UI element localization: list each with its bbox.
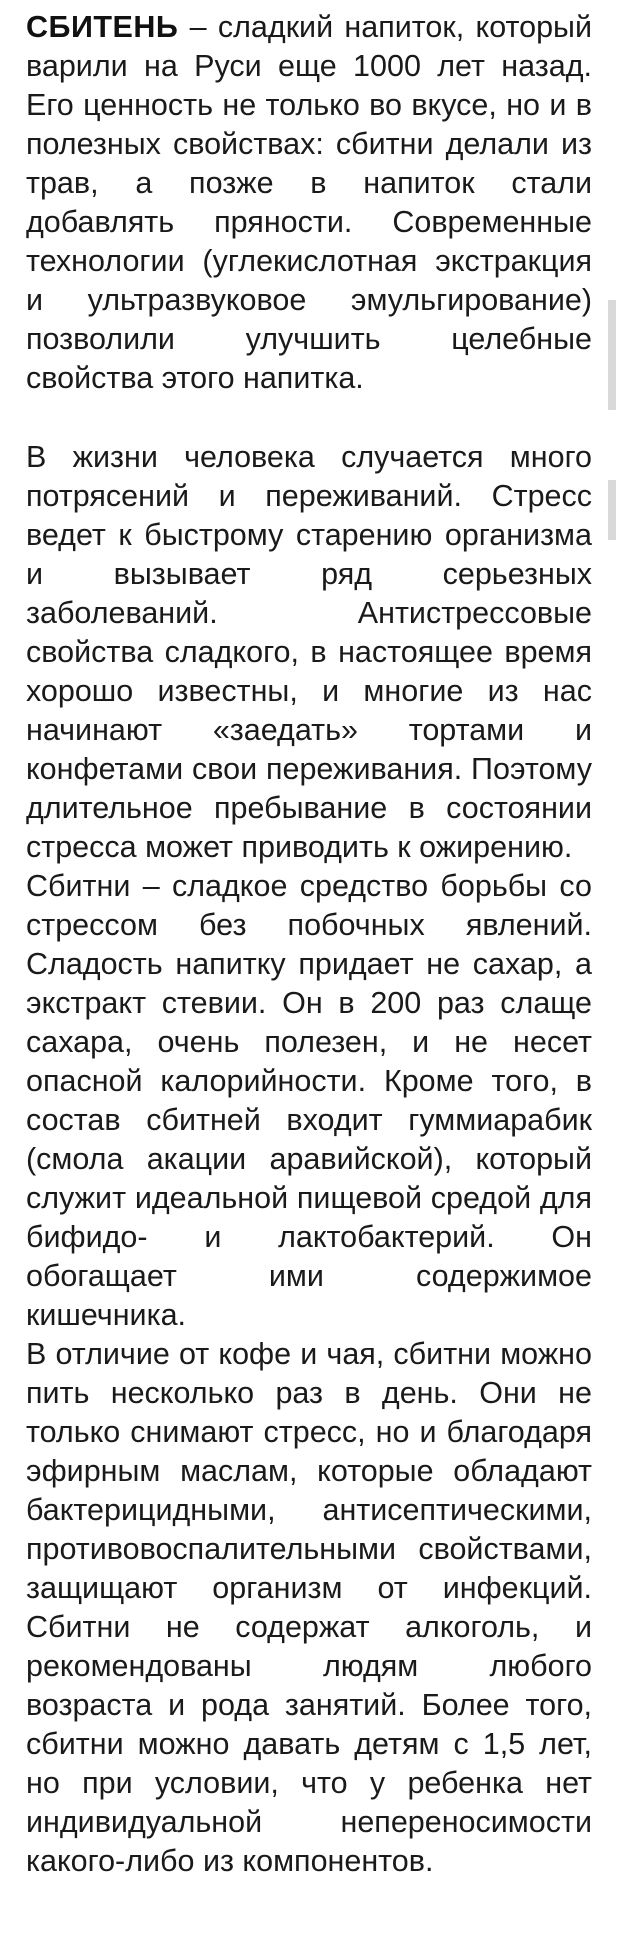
intro-text: – сладкий напиток, который варили на Руси еще 1000 лет назад. Его ценность не только во вкусе, но и в полезных свойствах: сбитни делали из трав, а позже в напиток стали добавлять пряности. Современные технологии (углекислотная экстракция и ультразвуковое эмульгирование) позволили улучшить целебные свойства этого напитка. <box>26 10 592 395</box>
intro-paragraph <box>26 8 592 398</box>
lead-word-title: СБИТЕНЬ <box>26 10 179 44</box>
paragraph-benefits: В отличие от кофе и чая, сбитни можно пить несколько раз в день. Они не только снимают стресс, но и благодаря эфирным маслам, которые обладают бактерицидными, антисептическими, противовоспалительными свойствами, защищают организм от инфекций. Сбитни не содержат алкоголь, и рекомендованы людям любого возраста и рода занятий. Более того, сбитни можно давать детям с 1,5 лет, но при условии, что у ребенка нет индивидуальной непереносимости какого-либо из компонентов. <box>26 1337 592 1878</box>
scan-edge-shadow <box>608 480 616 540</box>
article-body <box>26 8 592 1881</box>
paragraph-gap <box>26 398 592 438</box>
paragraph-sweet-remedy: Сбитни – сладкое средство борьбы со стрессом без побочных явлений. Сладость напитку придает не сахар, а экстракт стевии. Он в 200 раз слаще сахара, очень полезен, и не несет опасной калорийности. Кроме того, в состав сбитней входит гуммиарабик (смола акации аравийской), который служит идеальной пищевой средой для бифидо- и лактобактерий. Он обогащает ими содержимое кишечника. <box>26 869 592 1332</box>
paragraph-stress: В жизни человека случается много потрясений и переживаний. Стресс ведет к быстрому старению организма и вызывает ряд серьезных заболеваний. Антистрессовые свойства сладкого, в настоящее время хорошо известны, и многие из нас начинают «заедать» тортами и конфетами свои переживания. Поэтому длительное пребывание в состоянии стресса может приводить к ожирению. <box>26 440 592 864</box>
scan-edge-shadow <box>608 300 616 410</box>
